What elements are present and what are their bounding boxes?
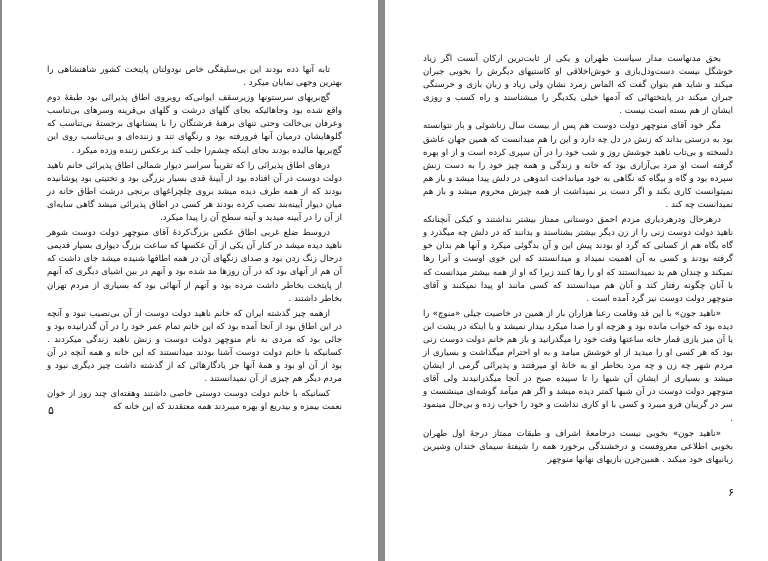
paragraph: کسانیکه با خانم دولت دوست دوستی خاصی داشتند وهفته‌ای چند روز از خوان نعمت بیمزه و بیدریغ او بهره میبردند همه معتقدند که این خانه که: [47, 389, 342, 413]
paragraph: بحق مدنهاست مدار سیاست طهران و یکی از ثابت‌ترین ارکان آنست اگر زیاد خوشگل نیست دست‌ودل‌بازی و خوش‌اخلاقی او کاستیهای دیگرش را بخوبی جبران میکند و شاید هم بتوان گفت که الماس زمرد نشان ولی زیاد و زبان بازی و خرسنگی جبران میکند در پایتختهائی که آدمها خیلی یکدیگر را میشناسند و راه کسب و روزی ایشان از هم بسته است نیست .: [423, 54, 733, 117]
left-page-text: [47, 64, 342, 416]
paragraph: گچ‌بریهای سرستونها وزیرسقف ایوانی‌که روبروی اطاق پذیرائی بود طبقهٔ دوم واقع شده بود وجاهائیکه بجای گلهای درشت و گلهای بی‌قرینه وسرهای بی‌تناسب وعرفان بی‌خالت وحتی تنهای برهنهٔ فرشتگان را با پستانهای برجستهٔ بی‌تناسب که گلوهایشان درمیان آنها فرورفته بود و رنگهای تند و زننده‌ای و بی‌تناسب روی این گچ‌بریها مالیده بودند بجای اینکه چشم‌را جلب کند برعکس زننده وزده میکرد .: [47, 93, 342, 156]
paragraph: «ناهید جون» با این قد وقامت رعنا هزاران بار از همین در خاصیت جیلی «منوچ» را دیده بود که خواب مانده بود و هرچه او را صدا میکرد بیدار نمیشد و یا اینکه در پشت این یا آن میز بازی قمار خانه ساعتها وقت خود را میگذرانید و باز هم خانم دولت دوست زنی بود که هر کسی او را میدید از او خوشش میامد و به او احترام میگذاشت و بسیاری از مردم شهر چه زن و چه مرد بخاطر او به خانهٔ او میرفتند و پذیرائی گرمی از ایشان میشد و بسیاری از ایشان آن شبها را تا سپیده صبح در آنجا میگذرانیدند ولی آقای منوچهر دولت دوست در آن شبها کمتر دیده میشد و اگر هم میآمد گوشه‌ای مینشست و سر در گریبان فرو میبرد و کسی با او کاری نداشت و خود را خواب زده و بی‌حال مینمود .: [423, 308, 733, 424]
paragraph: درهای اطاق پذیرائی را که تقریباً سراسر دیوار شمالی اطاق پذیرائی خانم ناهید دولت دوست در آن افتاده بود از آیینهٔ قدی بسیار بزرگی بود و تختیتی بود پوشانیده بودند که از همه طرف دیده میشد بروی چلچراغهای برنجی درشت اطاق خانه در میان دیوار آیینه‌بند نصب کرده بودند هر کسی در اطاق پذیرائی میشد گاهی سایه‌ای از آن را در آیینه میدید و آینه سطح آن را پیدا میکرد.: [47, 160, 342, 224]
paragraph: ازهمه چیز گذشته ایران که خانم ناهید دولت دوست از آن بی‌نصیب نبود و آنچه در این اطاق بود از آنجا آمده بود که این خانم تمام عمر خود را در آن گذرانیده بود و جائی بود که مردی به نام منوچهر دولت دوست و زنش ناهید زندگی میکردند . کسانیکه با خانم دولت دوست آشنا بودند میدانستند که این خانه و همه آنچه در آن بود از آن او بود و همهٔ آنها جز یادگارهائی که از گذشته داشت چیز دیگری نبود و مردم دیگر هم چیزی از آن نمیدانستند .: [47, 308, 342, 385]
paragraph: «ناهید جون» بخوبی نیست درجامعهٔ اشراف و طبقات ممتاز درجهٔ اول طهران بخوبی اطلاعی معروفست و درخشندگی برخورد همه را شیفتهٔ سیمای خندان وشیرین زبانیهای خود میکند . همین‌جرن بازیهای نهانها منوچهر: [423, 428, 733, 465]
paragraph: تابه آنها ذده بودند این بی‌سلیقگی خاص نودولتان پایتخت کشور شاهنشاهی را بهترین وجهی نمایان میکرد .: [47, 65, 342, 89]
right-page: [385, 0, 768, 561]
paragraph: مگر خود آقای منوچهر دولت دوست هم پس از بیست سال زناشوئی و باز نتوانسته بود به درستی بداند که زنش در دل چه دارد و این را هم میدانست که همین جهان عاشق دلسخته و بی‌تاب ناهید جوشش روز و شب خود را در آن سپری کرده است و از او بهره گرفته است او مرد بی‌آزاری بود که خانه و زندگی و همه چیز خود را به دست زنش سپرده بود و گاه و بیگاه که نگاهی به خود میانداخت اندوهی در دلش پیدا میشد و باز هم نمیتوانست کاری بکند و اگر دست بر نمیداشت از همه چیزش محروم میشد و باز هم نمیدانست چه کند .: [423, 121, 733, 211]
right-page-text: [423, 53, 733, 469]
page-number: ۵: [48, 404, 54, 417]
left-page: [2, 0, 378, 561]
paragraph: دروسط ضلع غربی اطاق عکس بزرگ‌کردهٔ آقای منوچهر دولت دوست شوهر ناهید دیده میشد در کنار آن یکی از آن عکسها که ساعت بزرگ دیواری بسیار قدیمی درحال زنگ زدن بود و صدای زنگهای آن در همه اطاقها شنیده میشد جای داشت که آن هم از آنهای بود که در آن روزها مد شده بود و آنهم در بین اشیای دیگری که آنهم از پایتخت بخاطر داشت مرده بود و آنهم از آنهائی بود که بسیاری از مردم تهران بخاطر داشتند .: [47, 228, 342, 304]
page-number: ۶: [728, 486, 734, 499]
paragraph: درهرحال ودرهردیاری مردم احمق دوستانی ممتاز بیشتر نداشتند و کیکی آنچنانکه ناهید دولت دوست زنی را از زن دیگر بیشتر بشناسند و بدانند که در دلش چه میگذرد و گاه بگاه هم از کسانی که گرد او بودند پیش این و آن بدگوئی میکرد و آنها هم بدان خو گرفته بودند و کسی به آن اهمیت نمیداد و میدانستند که این خوی اوست و آنرا رها نمیکند و چندان هم بد نمیدانستند که او را رها کنند زیرا که او از همه بیشتر میدانست که با آنان چگونه رفتار کند و آنان هم میدانستند که کسی مانند او پیدا نمیکنند و آقای منوچهر دولت دوست نیز گرد آمده است .: [423, 215, 733, 304]
